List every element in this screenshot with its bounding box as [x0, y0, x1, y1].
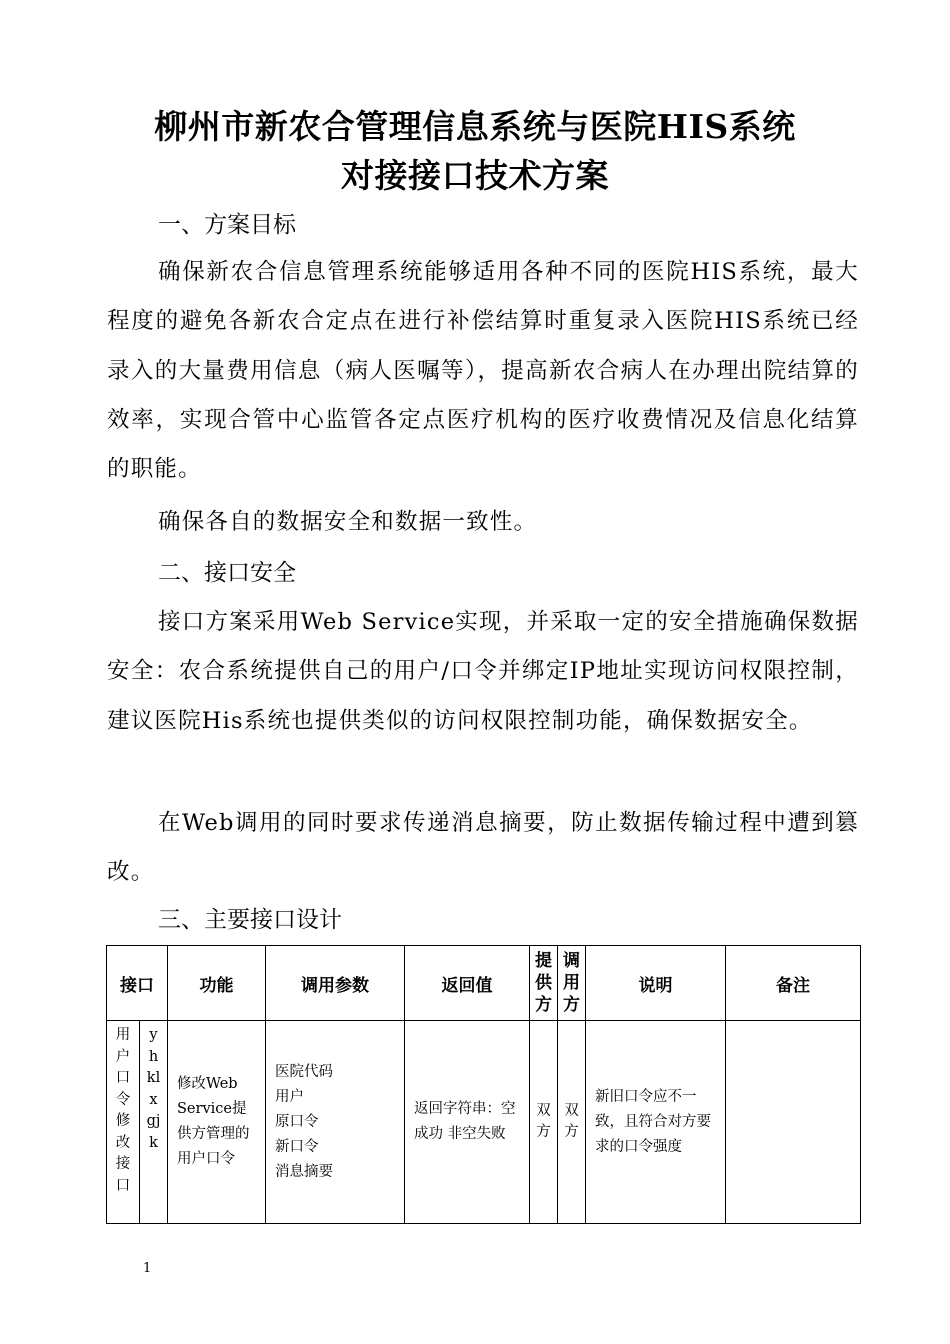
cell-interface-code: [140, 1021, 168, 1224]
cell-provider: 双方: [530, 1021, 558, 1224]
security-paragraph-1: 接口方案采用Web Service实现，并采取一定的安全措施确保数据安全：农合系统提供自己的用户/口令并绑定IP地址实现访问权限控制，建议医院His系统也提供类似的访问权限控制功能，确保数据安全。: [107, 609, 859, 734]
cell-interface-name: [107, 1021, 140, 1224]
interface-name-text: 用户口令修改接口: [115, 1027, 131, 1194]
goal-paragraph-2: 确保各自的数据安全和数据一致性。: [158, 509, 538, 535]
security-paragraph-2: 在Web调用的同时要求传递消息摘要，防止数据传输过程中遭到篡改。: [107, 810, 859, 886]
header-description: 说明: [586, 946, 726, 1021]
goal-paragraph-1: 确保新农合信息管理系统能够适用各种不同的医院HIS系统，最大程度的避免各新农合定点在进行补偿结算时重复录入医院HIS系统已经录入的大量费用信息（病人医嘱等），提高新农合病人在办理出院结算的效率，实现合管中心监管各定点医疗机构的医疗收费情况及信息化结算的职能。: [107, 259, 859, 483]
header-caller: 调用方: [558, 946, 586, 1021]
header-provider: 提供方: [530, 946, 558, 1021]
cell-return: 返回字符串：空成功 非空失败: [405, 1021, 530, 1224]
cell-remark: [726, 1021, 861, 1224]
interface-code-text: yhklxgjk: [146, 1027, 161, 1151]
cell-caller: 双方: [558, 1021, 586, 1224]
header-remark: 备注: [726, 946, 861, 1021]
param-item: 用户: [275, 1088, 304, 1105]
section-heading-design: 三、主要接口设计: [158, 907, 342, 933]
param-item: 医院代码: [275, 1063, 333, 1080]
document-title-line2: 对接接口技术方案: [341, 156, 609, 195]
cell-params: [266, 1021, 405, 1224]
param-item: 消息摘要: [275, 1163, 333, 1180]
cell-description: 新旧口令应不一致，且符合对方要求的口令强度: [586, 1021, 726, 1224]
header-interface: 接口: [107, 946, 168, 1021]
page-number: 1: [143, 1261, 152, 1276]
header-return: 返回值: [405, 946, 530, 1021]
document-title-line1: 柳州市新农合管理信息系统与医院HIS系统: [154, 107, 796, 146]
header-params: 调用参数: [266, 946, 405, 1021]
section-heading-goal: 一、方案目标: [158, 212, 296, 238]
section-heading-security: 二、接口安全: [158, 560, 296, 586]
table-header-row: [107, 946, 861, 1021]
param-item: 原口令: [275, 1113, 319, 1130]
cell-function: 修改Web Service提供方管理的用户口令: [168, 1021, 266, 1224]
param-item: 新口令: [275, 1138, 319, 1155]
header-function: 功能: [168, 946, 266, 1021]
interface-table: [106, 945, 861, 1224]
table-row: [107, 1021, 861, 1224]
